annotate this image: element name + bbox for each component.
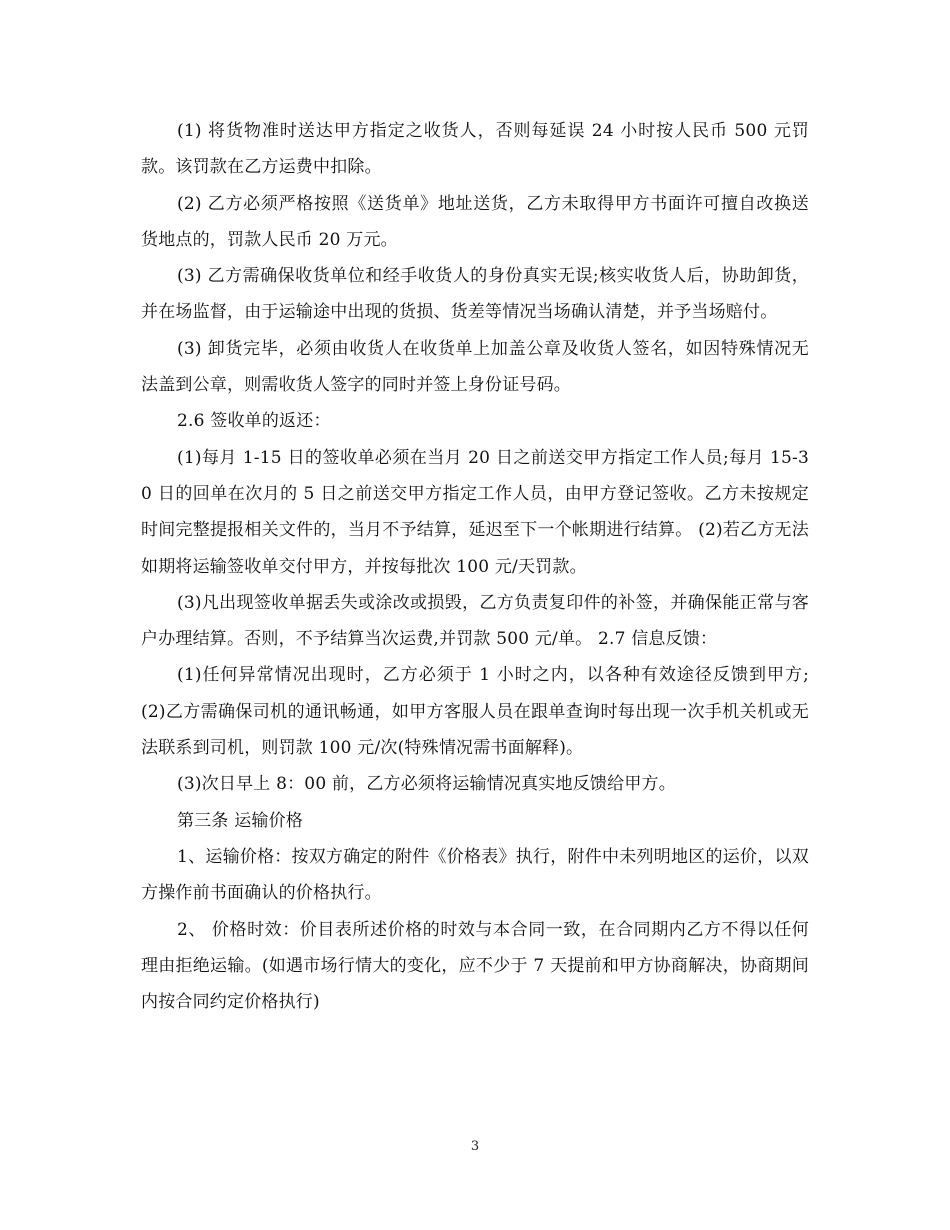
paragraph-delivery-on-time: (1) 将货物准时送达甲方指定之收货人，否则每延误 24 小时按人民币 500 元罚款。该罚款在乙方运费中扣除。: [141, 121, 809, 178]
paragraph-consignee-identity: (3) 乙方需确保收货单位和经手收货人的身份真实无误;核实收货人后，协助卸货，并在场监督，由于运输途中出现的货损、货差等情况当场确认清楚，并予当场赔付。: [141, 266, 809, 323]
paragraph-receipt-deadlines: (1)每月 1-15 日的签收单必须在当月 20 日之前送交甲方指定工作人员;每月 15-30 日的回单在次月的 5 日之前送交甲方指定工作人员，由甲方登记签收。乙方未按规定时间完整提报相关文件的，当月不予结算，延迟至下一个帐期进行结算。 (2)若乙方无法如期将运输签收单交付甲方，并按每批次 100 元/天罚款。: [141, 447, 809, 577]
document-body: [141, 113, 809, 1020]
paragraph-price-validity: 2、 价格时效：价目表所述价格的时效与本合同一致，在合同期内乙方不得以任何理由拒绝运输。(如遇市场行情大的变化，应不少于 7 天提前和甲方协商解决，协商期间内按合同约定价格执行): [141, 919, 809, 1013]
paragraph-unloading-signature: (3) 卸货完毕，必须由收货人在收货单上加盖公章及收货人签名，如因特殊情况无法盖到公章，则需收货人签字的同时并签上身份证号码。: [141, 338, 809, 396]
paragraph-abnormal-feedback: (1)任何异常情况出现时，乙方必须于 1 小时之内，以各种有效途径反馈到甲方; (2)乙方需确保司机的通讯畅通，如甲方客服人员在跟单查询时每出现一次手机关机或无法联系到司机，则罚款 100 元/次(特殊情况需书面解释)。: [141, 665, 809, 759]
section-heading-receipt-return: 2.6 签收单的返还：: [177, 411, 331, 432]
paragraph-delivery-address: (2) 乙方必须严格按照《送货单》地址送货，乙方未取得甲方书面许可擅自改换送货地点的，罚款人民币 20 万元。: [141, 193, 809, 250]
page-number: 3: [470, 1139, 480, 1154]
paragraph-receipt-loss: (3)凡出现签收单据丢失或涂改或损毁，乙方负责复印件的补签，并确保能正常与客户办理结算。否则，不予结算当次运费,并罚款 500 元/单。 2.7 信息反馈：: [141, 592, 809, 650]
paragraph-transport-price: 1、运输价格：按双方确定的附件《价格表》执行，附件中未列明地区的运价，以双方操作前书面确认的价格执行。: [141, 846, 809, 904]
article-heading-transport-price: 第三条 运输价格: [177, 810, 304, 831]
paragraph-daily-report: (3)次日早上 8：00 前，乙方必须将运输情况真实地反馈给甲方。: [177, 774, 676, 795]
